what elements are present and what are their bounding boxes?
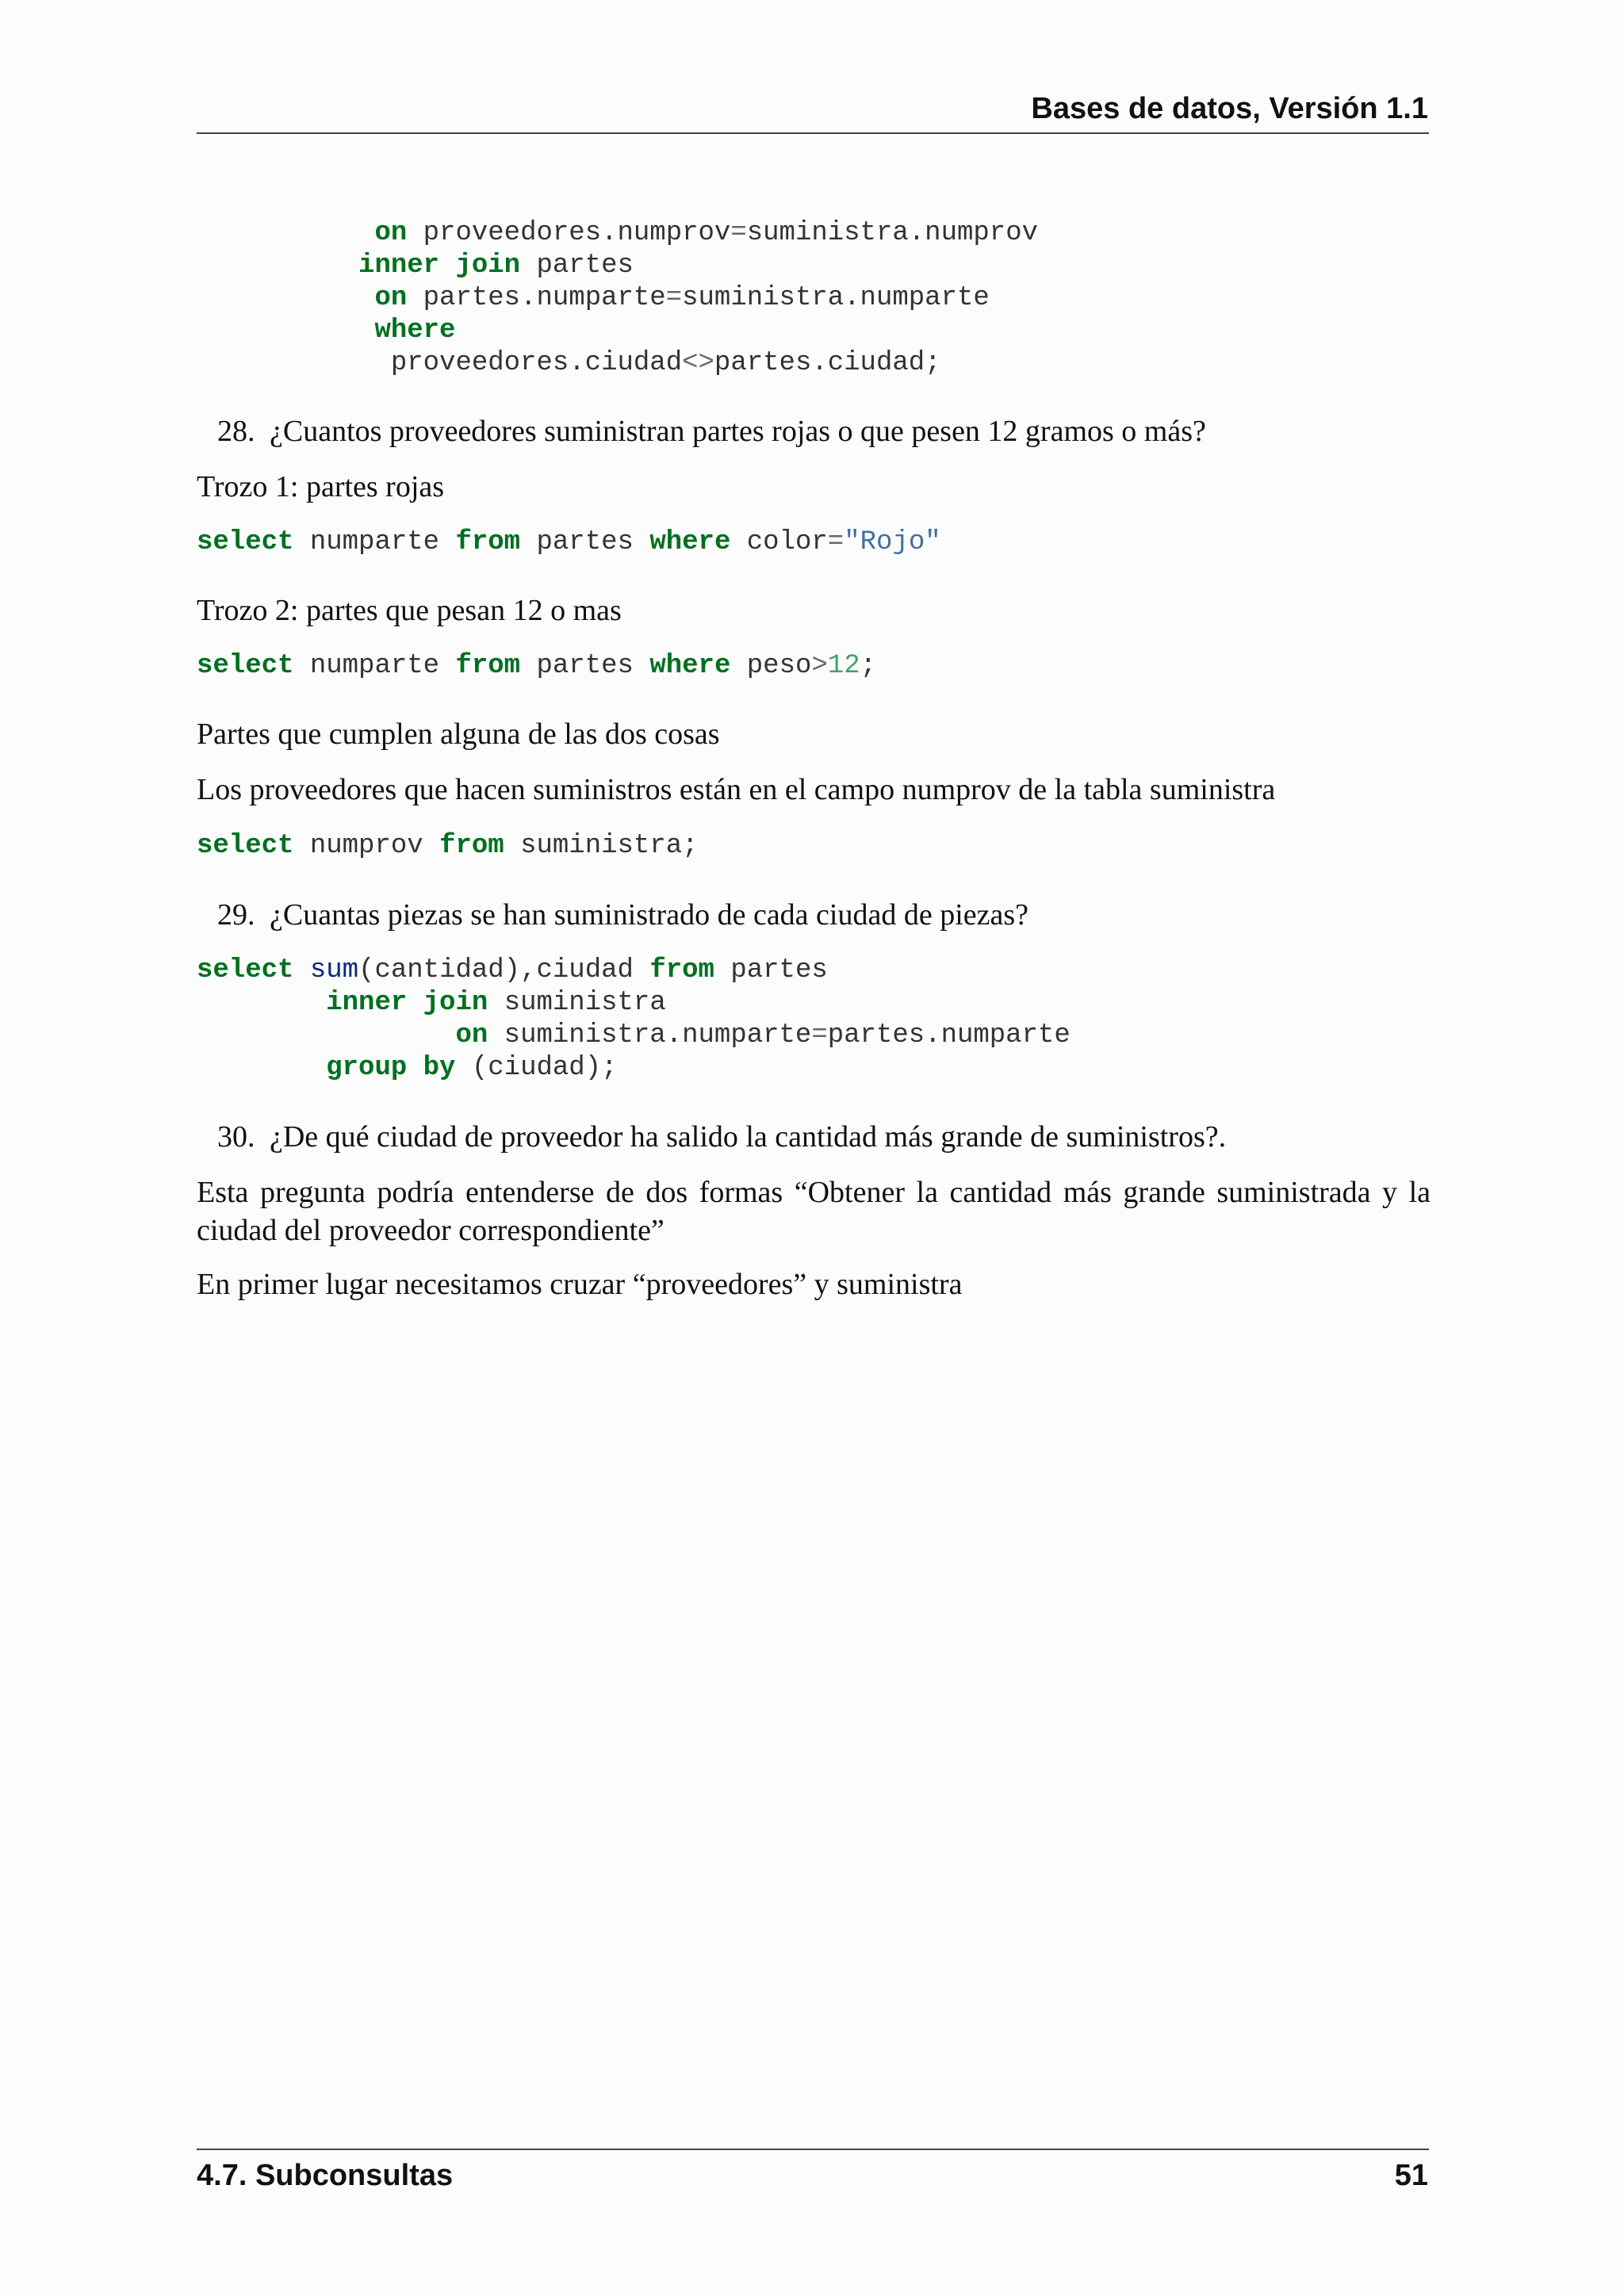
code-text: partes: [536, 651, 634, 681]
code-text: partes.numparte: [827, 1020, 1071, 1050]
code-string: "Rojo": [844, 527, 941, 557]
footer-section: 4.7. Subconsultas: [197, 2159, 454, 2192]
question-number: 28.: [217, 415, 255, 448]
code-operator: =: [827, 527, 845, 557]
code-operator: <>: [682, 348, 714, 378]
code-text: partes: [730, 955, 828, 985]
code-keyword: from: [455, 527, 521, 557]
code-number: 12: [827, 651, 860, 681]
code-block-numprov: [197, 830, 699, 863]
code-operator: >: [811, 651, 828, 681]
header-rule: [197, 132, 1429, 134]
code-text: numprov: [309, 831, 423, 861]
code-keyword: select: [197, 955, 294, 985]
question-text: ¿De qué ciudad de proveedor ha salido la cantidad más grande de suministros?.: [270, 1120, 1227, 1154]
code-keyword: from: [649, 955, 714, 985]
code-text: (cantidad),ciudad: [358, 955, 634, 985]
code-keyword: on: [374, 283, 408, 313]
page-number: 51: [1394, 2159, 1428, 2192]
code-text: numparte: [309, 651, 440, 681]
code-block-rojo: [197, 526, 941, 559]
code-text: suministra;: [520, 831, 699, 861]
paragraph: Trozo 1: partes rojas: [197, 470, 445, 503]
code-text: suministra.numparte: [682, 283, 990, 313]
code-keyword: select: [197, 527, 294, 557]
code-keyword: inner join: [326, 988, 488, 1018]
code-keyword: select: [197, 831, 294, 861]
code-keyword: where: [374, 316, 456, 346]
paragraph: Los proveedores que hacen suministros están en el campo numprov de la tabla suministra: [197, 773, 1276, 806]
code-text: color: [746, 527, 828, 557]
code-block-sum: [197, 955, 1071, 1085]
code-keyword: where: [649, 651, 731, 681]
code-keyword: select: [197, 651, 294, 681]
code-keyword: inner join: [358, 251, 521, 281]
code-text: suministra.numparte: [504, 1020, 812, 1050]
code-block-peso: [197, 650, 876, 683]
code-text: partes.numparte: [423, 283, 666, 313]
question-number: 30.: [217, 1120, 255, 1154]
question-text: ¿Cuantos proveedores suministran partes rojas o que pesen 12 gramos o más?: [270, 415, 1206, 448]
code-operator: =: [811, 1020, 828, 1050]
code-operator: =: [730, 218, 747, 248]
code-text: suministra: [504, 988, 666, 1018]
code-keyword: from: [455, 651, 521, 681]
code-text: proveedores.numprov: [423, 218, 731, 248]
code-block-join: [197, 217, 1038, 380]
code-keyword: on: [374, 218, 408, 248]
code-text: peso: [746, 651, 812, 681]
paragraph: Trozo 2: partes que pesan 12 o mas: [197, 594, 622, 627]
code-text: numparte: [309, 527, 440, 557]
code-text: partes.ciudad;: [714, 348, 941, 378]
code-keyword: where: [649, 527, 731, 557]
paragraph: En primer lugar necesitamos cruzar “proveedores” y suministra: [197, 1268, 963, 1301]
code-function: sum: [309, 955, 359, 985]
code-text: partes: [536, 527, 634, 557]
code-keyword: from: [439, 831, 504, 861]
code-text: proveedores.ciudad: [390, 348, 683, 378]
code-text: ;: [860, 651, 877, 681]
code-keyword: group by: [326, 1053, 456, 1083]
code-operator: =: [665, 283, 683, 313]
code-text: (ciudad);: [471, 1053, 618, 1083]
code-text: suministra.numprov: [746, 218, 1038, 248]
code-keyword: on: [455, 1020, 488, 1050]
paragraph: Esta pregunta podría entenderse de dos formas “Obtener la cantidad más grande suministrada y la ciudad del proveedor correspondiente”: [197, 1176, 1431, 1247]
question-text: ¿Cuantas piezas se han suministrado de cada ciudad de piezas?: [270, 898, 1029, 932]
code-text: partes: [536, 251, 634, 281]
question-number: 29.: [217, 898, 255, 932]
running-header: Bases de datos, Versión 1.1: [1031, 92, 1428, 125]
footer-rule: [197, 2149, 1429, 2150]
paragraph: Partes que cumplen alguna de las dos cosas: [197, 718, 720, 751]
